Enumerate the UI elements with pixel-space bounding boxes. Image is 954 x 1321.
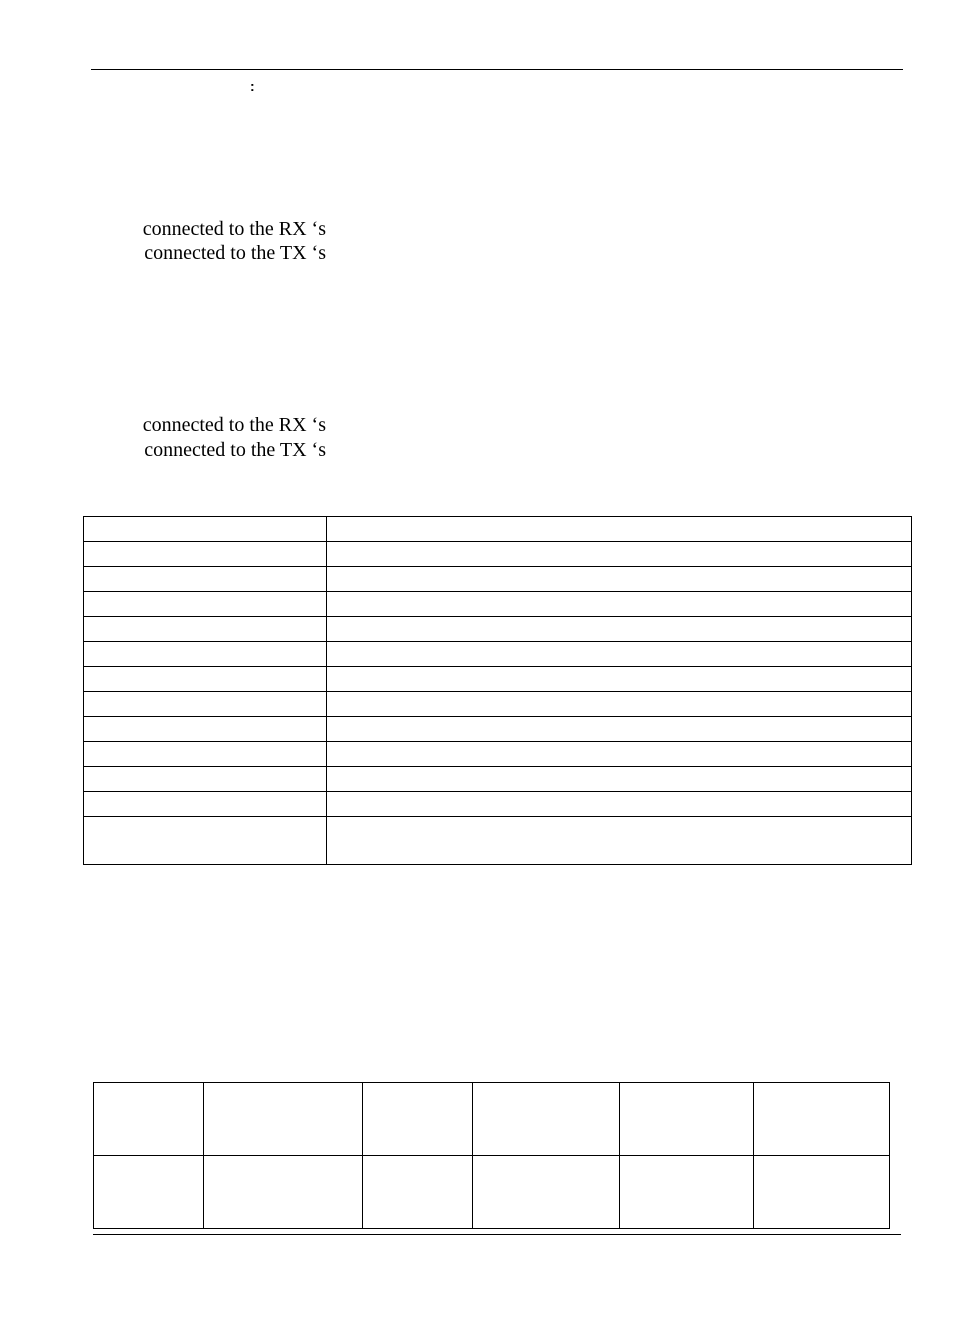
table-cell [620,1083,754,1156]
table-cell [327,667,912,692]
table-row [84,742,912,767]
table-cell [327,642,912,667]
table-cell [94,1156,204,1229]
table-cell [84,767,327,792]
table-cell [84,667,327,692]
table-cell [204,1156,363,1229]
table-cell [84,542,327,567]
table-row [94,1156,890,1229]
table-cell [84,692,327,717]
table-cell [473,1083,620,1156]
table-cell [84,792,327,817]
table-cell [84,567,327,592]
rx-connection-text: connected to the RX ‘s [142,218,326,240]
table-cell [327,717,912,742]
data-table [93,1082,890,1229]
table-cell [204,1083,363,1156]
table-cell [473,1156,620,1229]
table-row [84,692,912,717]
rx-connection-text: connected to the RX ‘s [142,414,326,436]
table-cell [363,1083,473,1156]
table-cell [620,1156,754,1229]
table-cell [327,517,912,542]
table-cell [327,592,912,617]
table-row [84,667,912,692]
table-cell [84,592,327,617]
table-row [84,717,912,742]
table-cell [363,1156,473,1229]
table-cell [327,792,912,817]
tx-connection-text: connected to the TX ‘s [144,242,326,264]
table-row [84,792,912,817]
table-cell [84,742,327,767]
table-row [84,617,912,642]
table-cell [327,817,912,865]
tx-connection-text: connected to the TX ‘s [144,439,326,461]
table-cell [754,1156,890,1229]
table-cell [327,692,912,717]
table-row [84,592,912,617]
table-cell [327,617,912,642]
table-row [84,567,912,592]
table-cell [84,617,327,642]
footer-rule [93,1234,901,1235]
table-cell [327,742,912,767]
table-cell [84,642,327,667]
table-row [84,517,912,542]
spec-table [83,516,912,865]
table-cell [94,1083,204,1156]
table-row [94,1083,890,1156]
table-cell [84,817,327,865]
table-cell [84,517,327,542]
table-row [84,817,912,865]
table-cell [84,717,327,742]
table-row [84,767,912,792]
table-cell [327,567,912,592]
header-rule [91,69,903,70]
table-cell [327,767,912,792]
table-cell [327,542,912,567]
table-row [84,542,912,567]
table-row [84,642,912,667]
header-colon: : [250,78,255,94]
table-cell [754,1083,890,1156]
